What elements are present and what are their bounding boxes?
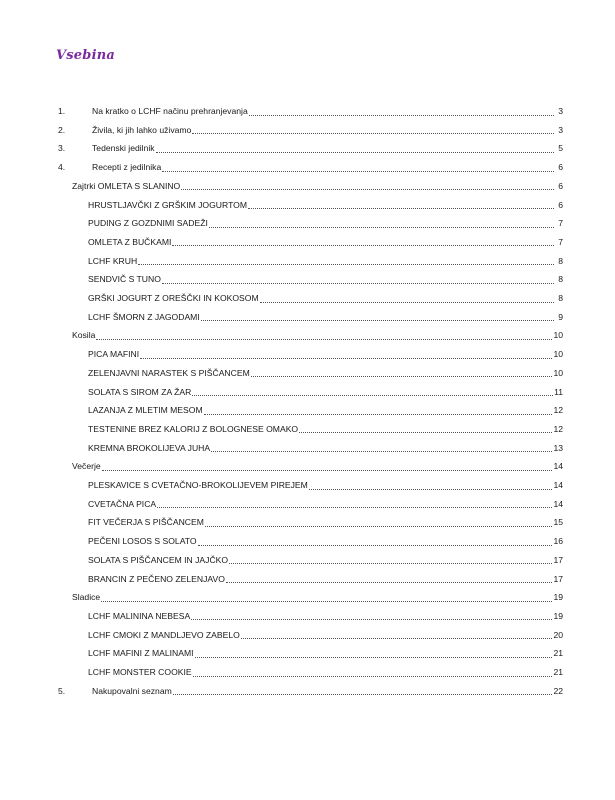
toc-entry-page-number: 5 [558,143,563,154]
toc-dot-leader [229,554,552,564]
toc-entry[interactable] [88,609,563,623]
toc-dot-leader [157,498,552,508]
toc-entry-label: LAZANJA Z MLETIM MESOM [88,405,203,416]
toc-entry-page-number: 7 [558,236,563,247]
toc-entry[interactable] [88,497,563,511]
toc-dot-leader [205,517,553,527]
toc-entry-page-number: 8 [558,274,563,285]
toc-entry[interactable] [58,123,563,137]
toc-entry[interactable] [72,328,563,342]
toc-entry[interactable] [88,441,563,455]
toc-entry[interactable] [88,553,563,567]
toc-entry-label: KREMNA BROKOLIJEVA JUHA [88,442,211,453]
toc-entry-label: PEČENI LOSOS S SOLATO [88,536,197,547]
toc-entry-page-number: 21 [553,667,563,677]
toc-entry-label: GRŠKI JOGURT Z OREŠČKI IN KOKOSOM [88,293,259,303]
toc-entry-label: SENDVIČ S TUNO [88,274,161,285]
toc-entry[interactable] [88,254,563,268]
toc-dot-leader [309,480,553,490]
toc-dot-leader [248,199,554,209]
toc-entry-label: Nakupovalni seznam [92,685,172,696]
toc-entry-page-number: 8 [558,255,563,266]
toc-entry-page-number: 19 [553,610,563,621]
toc-entry[interactable] [72,590,563,604]
toc-entry-page-number: 12 [553,405,563,416]
toc-entry-page-number: 19 [553,592,563,603]
toc-dot-leader [181,180,554,190]
toc-entry[interactable] [88,478,563,492]
toc-entry-page-number: 14 [553,461,563,472]
toc-dot-leader [193,667,553,677]
toc-entry-label: LCHF ŠMORN Z JAGODAMI [88,311,200,322]
toc-entry-page-number: 8 [558,293,563,303]
toc-dot-leader [211,442,552,452]
toc-entry[interactable] [58,104,563,118]
toc-entry[interactable] [58,684,563,698]
toc-entry-label: Večerje [72,461,101,472]
toc-entry-page-number: 3 [558,124,563,135]
toc-entry-label: ZELENJAVNI NARASTEK S PIŠČANCEM [88,367,250,378]
toc-entry[interactable] [88,572,563,586]
toc-entry[interactable] [88,347,563,361]
toc-entry-number: 4. [58,162,66,173]
toc-dot-leader [162,274,554,284]
toc-entry-page-number: 6 [558,180,563,191]
toc-entry-page-number: 14 [553,498,563,509]
toc-entry-label: Tedenski jedilnik [92,143,155,154]
toc-entry[interactable] [88,385,563,399]
toc-entry[interactable] [88,628,563,642]
toc-dot-leader [162,162,554,172]
toc-dot-leader [249,106,554,116]
toc-entry[interactable] [58,141,563,155]
toc-dot-leader [173,685,553,695]
toc-dot-leader [96,330,552,340]
toc-entry-label: PLESKAVICE S CVETAČNO-BROKOLIJEVEM PIREJEM [88,480,308,490]
toc-entry[interactable] [88,235,563,249]
toc-dot-leader [204,405,553,415]
toc-entry-page-number: 12 [553,423,563,434]
toc-dot-leader [192,124,554,134]
toc-dot-leader [140,349,552,359]
toc-entry-label: PICA MAFINI [88,349,140,360]
toc-entry-page-number: 10 [553,330,563,341]
toc-entry-page-number: 6 [558,199,563,210]
toc-entry-page-number: 16 [553,536,563,547]
toc-entry-label: OMLETA Z BUČKAMI [88,236,172,247]
toc-entry-label: FIT VEČERJA S PIŠČANCEM [88,517,204,528]
toc-dot-leader [201,311,554,321]
toc-entry[interactable] [88,422,563,436]
toc-entry-page-number: 14 [553,480,563,490]
toc-entry-label: LCHF KRUH [88,255,138,266]
toc-entry[interactable] [88,272,563,286]
toc-entry-page-number: 7 [558,218,563,229]
toc-entry-page-number: 9 [558,311,563,322]
toc-entry[interactable] [88,646,563,660]
toc-entry-label: SOLATA S SIROM ZA ŽAR [88,386,192,397]
toc-entry-page-number: 17 [553,554,563,565]
toc-entry-number: 3. [58,143,66,154]
toc-entry-label: HRUSTLJAVČKI Z GRŠKIM JOGURTOM [88,199,248,210]
toc-dot-leader [198,536,553,546]
toc-entry-label: Živila, ki jih lahko uživamo [92,124,192,135]
toc-entry-number: 5. [58,685,66,696]
toc-entry-page-number: 17 [553,573,563,584]
toc-entry-label: Na kratko o LCHF načinu prehranjevanja [92,106,248,116]
page-title: Vsebina [56,48,115,63]
toc-entry-page-number: 10 [553,367,563,378]
toc-entry[interactable] [88,534,563,548]
toc-entry[interactable] [88,515,563,529]
toc-dot-leader [241,629,553,639]
toc-entry-page-number: 10 [553,349,563,360]
toc-entry[interactable] [88,216,563,230]
toc-dot-leader [101,592,552,602]
toc-entry[interactable] [88,198,563,212]
toc-entry-number: 2. [58,124,66,135]
toc-entry[interactable] [88,403,563,417]
toc-entry-label: LCHF MAFINI Z MALINAMI [88,648,194,659]
toc-entry-label: LCHF CMOKI Z MANDLJEVO ZABELO [88,629,240,640]
toc-entry-page-number: 11 [554,386,563,397]
toc-entry[interactable] [88,366,563,380]
toc-entry-label: Kosila [72,330,96,341]
toc-entry-label: SOLATA S PIŠČANCEM IN JAJČKO [88,554,229,565]
toc-entry-page-number: 15 [553,517,563,528]
toc-dot-leader [102,461,553,471]
toc-entry-label: CVETAČNA PICA [88,498,157,509]
toc-entry-page-number: 22 [553,685,563,696]
toc-dot-leader [226,573,553,583]
toc-dot-leader [260,293,554,303]
toc-entry-label: Sladice [72,592,101,603]
toc-entry-page-number: 6 [558,162,563,173]
toc-entry-label: PUDING Z GOZDNIMI SADEŽI [88,218,208,229]
toc-entry-label: BRANCIN Z PEČENO ZELENJAVO [88,573,225,584]
toc-entry[interactable] [72,179,563,193]
toc-entry-label: Zajtrki OMLETA S SLANINO [72,180,181,191]
toc-entry-page-number: 13 [553,442,563,453]
toc-entry-page-number: 21 [553,648,563,659]
toc-entry[interactable] [88,665,563,679]
toc-entry-label: LCHF MONSTER COOKIE [88,667,192,677]
toc-dot-leader [209,218,554,228]
toc-dot-leader [192,386,553,396]
toc-entry[interactable] [72,459,563,473]
toc-entry-label: TESTENINE BREZ KALORIJ Z BOLOGNESE OMAKO [88,423,299,434]
toc-entry[interactable] [58,160,563,174]
toc-entry-page-number: 3 [558,106,563,116]
toc-dot-leader [299,423,552,433]
toc-entry[interactable] [88,291,563,305]
toc-entry-page-number: 20 [553,629,563,640]
toc-entry-number: 1. [58,106,66,116]
toc-dot-leader [251,367,553,377]
toc-dot-leader [195,648,553,658]
toc-dot-leader [191,610,552,620]
toc-entry[interactable] [88,310,563,324]
toc-dot-leader [172,236,554,246]
toc-entry-label: Recepti z jedilnika [92,162,162,173]
toc-entry-label: LCHF MALININA NEBESA [88,610,191,621]
toc-dot-leader [156,143,554,153]
toc-dot-leader [138,255,554,265]
